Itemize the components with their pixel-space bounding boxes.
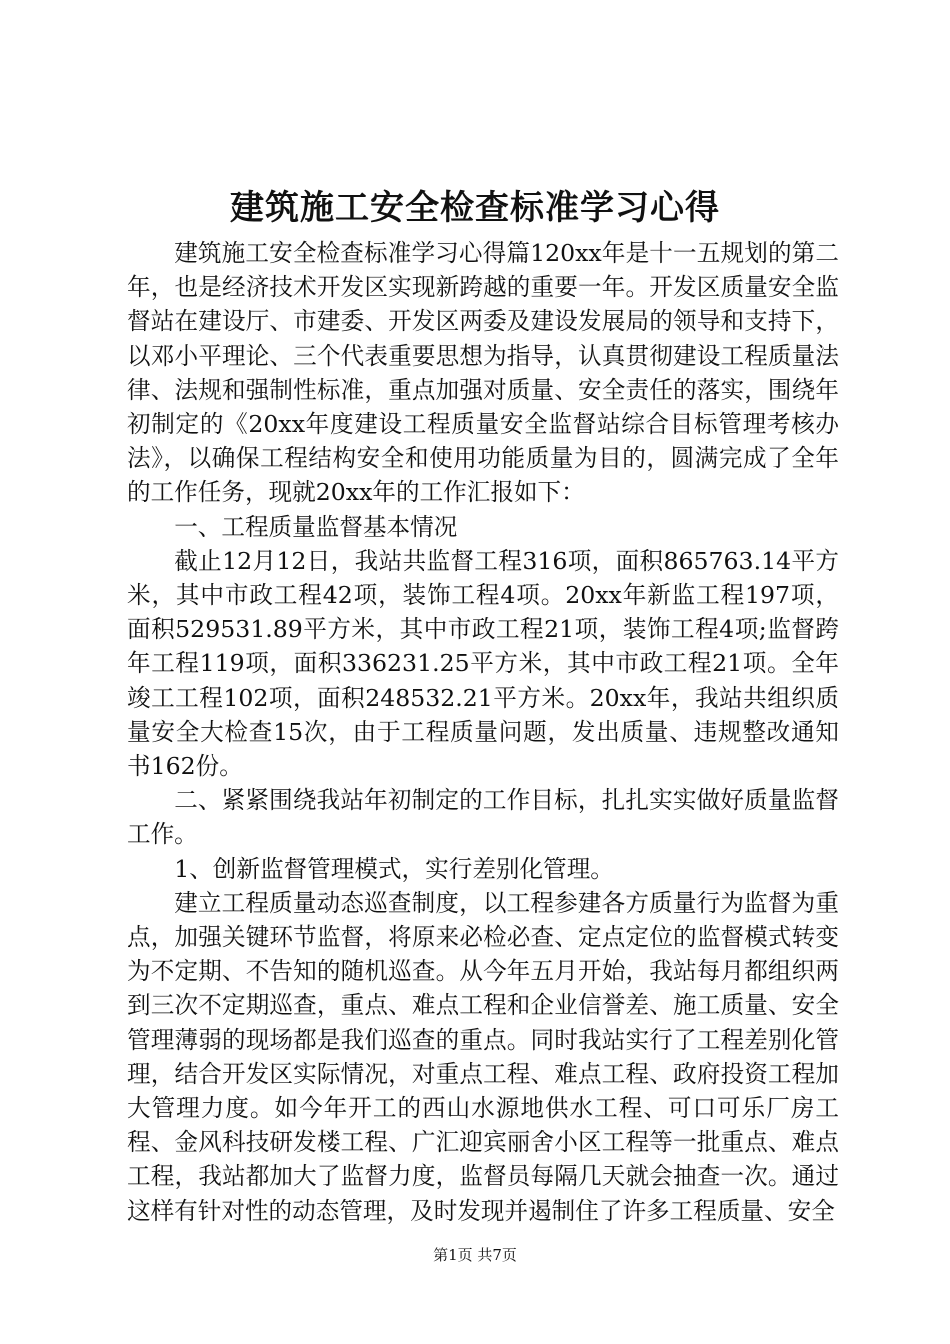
subsection-heading-1: 1、创新监督管理模式，实行差别化管理。 — [174, 854, 614, 883]
paragraph-inspection: 建立工程质量动态巡查制度，以工程参建各方质量行为监督为重点，加强关键环节监督，将原来必检必查、定点定位的监督模式转变为不定期、不告知的随机巡查。从今年五月开始，我站每月都组织两到三次不定期巡查，重点、难点工程和企业信誉差、施工质量、安全管理薄弱的现场都是我们巡查的重点。同时我站实行了工程差别化管理，结合开发区实际情况，对重点工程、难点工程、政府投资工程加大管理力度。如今年开工的西山水源地供水工程、可口可乐厂房工程、金风科技研发楼工程、广汇迎宾丽舍小区工程等一批重点、难点工程，我站都加大了监督力度，监督员每隔几天就会抽查一次。通过这样有针对性的动态管理，及时发现并遏制住了许多工程质量、安全 — [127, 888, 839, 1225]
paragraph-statistics: 截止12月12日，我站共监督工程316项，面积865763.14平方米，其中市政工程42项，装饰工程4项。20xx年新监工程197项，面积529531.89平方米，其中市政工程21项，装饰工程4项;监督跨年工程119项，面积336231.25平方米，其中市政工程21项。全年竣工工程102项，面积248532.21平方米。20xx年，我站共组织质量安全大检查15次，由于工程质量问题，发出质量、违规整改通知书162份。 — [127, 546, 839, 781]
section-heading-1: 一、工程质量监督基本情况 — [174, 512, 458, 541]
page-number: 第1页 共7页 — [433, 1246, 517, 1264]
paragraph-intro: 建筑施工安全检查标准学习心得篇120xx年是十一五规划的第二年，也是经济技术开发区实现新跨越的重要一年。开发区质量安全监督站在建设厅、市建委、开发区两委及建设发展局的领导和支持下，以邓小平理论、三个代表重要思想为指导，认真贯彻建设工程质量法律、法规和强制性标准，重点加强对质量、安全责任的落实，围绕年初制定的《20xx年度建设工程质量安全监督站综合目标管理考核办法》，以确保工程结构安全和使用功能质量为目的，圆满完成了全年的工作任务，现就20xx年的工作汇报如下： — [127, 239, 839, 507]
section-heading-2: 二、紧紧围绕我站年初制定的工作目标，扎扎实实做好质量监督工作。 — [127, 786, 839, 849]
document-title: 建筑施工安全检查标准学习心得 — [230, 188, 720, 228]
document-body — [127, 236, 839, 1228]
